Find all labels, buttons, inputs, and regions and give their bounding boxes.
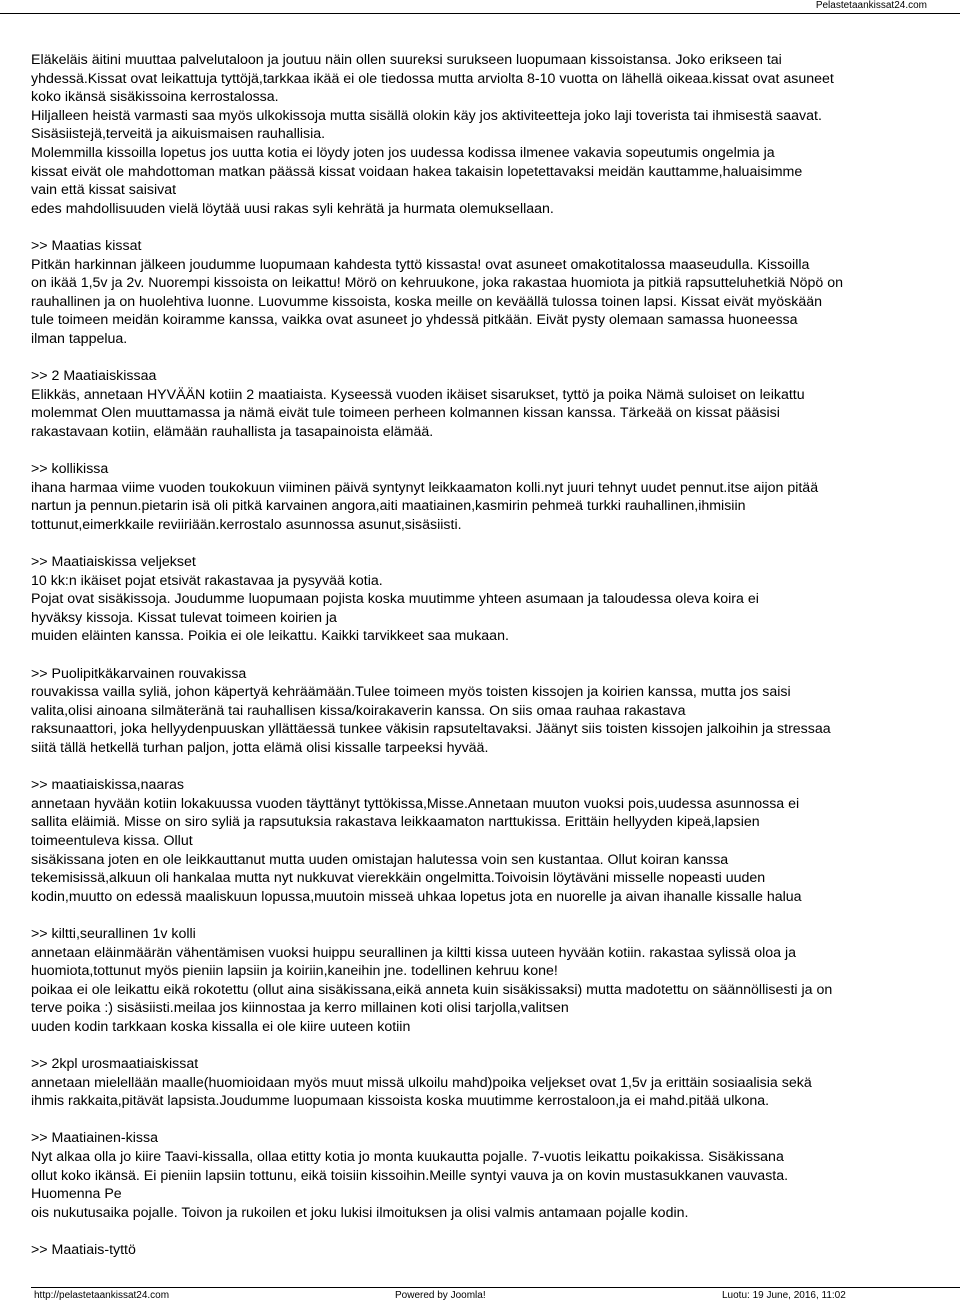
text-line: Hiljalleen heistä varmasti saa myös ulkokissoja mutta sisällä olokin käy jos aktiviteetteja joko laji toverista tai ihmisestä saavat.: [31, 107, 822, 124]
article-body: [31, 51, 960, 1260]
text-line: rouvakissa vailla syliä, johon käpertyä kehräämään.Tulee toimeen myös toisten kissojen ja koirien kanssa, mutta jos saisi: [31, 684, 791, 701]
ad-heading: >> Maatiaiskissa veljekset: [31, 554, 196, 571]
text-line: sisäkissana joten en ole leikkauttanut mutta uuden omistajan halutessa voin sen kustantaa. Ollut koiran kanssa: [31, 851, 729, 868]
text-line: Pojat ovat sisäkissoja. Joudumme luopumaan pojista koska muutimme yhteen asumaan ja taloudessa oleva koira ei: [31, 591, 759, 608]
text-line: 10 kk:n ikäiset pojat etsivät rakastavaa ja pysyvää kotia.: [31, 572, 383, 589]
text-line: yhdessä.Kissat ovat leikattuja tyttöjä,tarkkaa ikää ei ole tiedossa mutta arviolta 8-10 vuotta on lähellä oikeaa.kissat ovat asuneet: [31, 70, 834, 87]
text-line: edes mahdollisuuden vielä löytää uusi rakas syli kehrätä ja hurmata olemuksellaan.: [31, 200, 554, 217]
text-line: sallita eläimiä. Misse on siro syliä ja rapsutuksia rakastava leikkaamaton narttukissa. Erittäin hellyyden kipeä,lapsien: [31, 814, 760, 831]
text-line: rakastavaan kotiin, elämään rauhallista ja tasapainoista elämää.: [31, 423, 434, 440]
footer-powered-by: Powered by Joomla!: [395, 1290, 486, 1301]
text-line: on ikää 1,5v ja 2v. Nuorempi kissoista on leikattu! Mörö on kehruukone, joka rakastaa huomiota ja pitkiä rapsutteluhetkiä Nöpö on: [31, 275, 844, 292]
text-line: kodin,muutto on edessä maaliskuun lopussa,muutoin misseä uhkaa lopetus jota en nuorelle ja aivan ihanalle kissalle halua: [31, 888, 802, 905]
text-line: Molemmilla kissoilla lopetus jos uutta kotia ei löydy joten jos uudessa kodissa ilmenee vakavia sopeutumis ongelmia ja: [31, 144, 775, 161]
text-line: toimeentuleva kissa. Ollut: [31, 832, 193, 849]
footer-divider: [31, 1287, 960, 1288]
text-line: annetaan eläinmäärän vähentämisen vuoksi huippu seurallinen ja kiltti kissa uuteen hyvään kotiin. rakastaa sylissä oloa ja: [31, 944, 797, 961]
text-line: Eläkeläis äitini muuttaa palvelutaloon ja joutuu näin ollen suureksi surukseen luopumaan kissoistansa. Joko erikseen tai: [31, 52, 782, 68]
text-line: Huomenna Pe: [31, 1186, 122, 1203]
ad-heading: >> maatiaiskissa,naaras: [31, 777, 184, 794]
ad-heading: >> Puolipitkäkarvainen rouvakissa: [31, 665, 247, 682]
ad-heading: >> kiltti,seurallinen 1v kolli: [31, 925, 196, 942]
text-line: kissat eivät ole mahdottoman matkan päässä kissat voidaan hakea takaisin lopetettavaksi meidän kauttamme,haluaisimme: [31, 163, 803, 180]
page-header: [0, 0, 960, 14]
text-line: muiden eläinten kanssa. Poikia ei ole leikattu. Kaikki tarvikkeet saa mukaan.: [31, 628, 509, 645]
text-line: hyväksy kissoja. Kissat tulevat toimeen koirien ja: [31, 609, 337, 626]
ad-heading: >> kollikissa: [31, 461, 109, 478]
text-line: koko ikänsä sisäkissoina kerrostalossa.: [31, 89, 279, 106]
site-name: Pelastetaankissat24.com: [815, 0, 927, 11]
text-line: vain että kissat saisivat: [31, 182, 177, 199]
ad-heading: >> Maatiainen-kissa: [31, 1130, 158, 1147]
text-line: annetaan mielellään maalle(huomioidaan myös muut missä ulkoilu mahd)poika veljekset ovat 1,5v ja erittäin sosiaalisia sekä: [31, 1074, 812, 1091]
text-line: Pitkän harkinnan jälkeen joudumme luopumaan kahdesta tyttö kissasta! ovat asuneet omakotitalossa maaseudulla. Kissoilla: [31, 256, 810, 273]
footer-created-date: Luotu: 19 June, 2016, 11:02: [722, 1290, 846, 1301]
text-line: huomiota,tottunut myös pieniin lapsiin ja koiriin,kaneihin jne. todellinen kehruu kone!: [31, 963, 558, 980]
text-line: tule toimeen meidän koiramme kanssa, vaikka ovat asuneet jo yhdessä pitkään. Eivät pysty olemaan samassa huoneessa: [31, 312, 798, 329]
footer-url[interactable]: http://pelastetaankissat24.com: [34, 1290, 170, 1301]
text-line: ihmis rakkaita,pitävät lapsista.Joudumme luopumaan kissoista koska muutimme kerrostaloon,ja ei mahd.pitää ulkona.: [31, 1093, 770, 1110]
text-line: terve poika :) sisäsiisti.meilaa jos kiinnostaa ja kerro millainen koti olisi tarjolla,valitsen: [31, 1000, 569, 1017]
text-line: siitä tällä hetkellä turhan paljon, jotta elämä olisi kissalle tarpeeksi hyvää.: [31, 739, 489, 756]
text-line: rauhallinen ja on huolehtiva luonne. Luovumme kissoista, koska meille on keväällä tulossa toinen lapsi. Kissat eivät myöskään: [31, 293, 823, 310]
text-line: ollut koko ikänsä. Ei pieniin lapsiin tottunu, eikä toisiin kissoihin.Meille syntyi vauva ja on kovin mustasukkanen vauvasta.: [31, 1167, 789, 1184]
ad-heading: >> Maatiais-tyttö: [31, 1242, 136, 1258]
header-divider: [0, 13, 960, 14]
text-line: Elikkäs, annetaan HYVÄÄN kotiin 2 maatiaista. Kyseessä vuoden ikäiset sisarukset, tyttö ja poika Nämä suloiset on leikattu: [31, 386, 805, 403]
text-line: nartun ja pennun.pietarin isä oli pitkä karvainen angora,aiti maatiainen,kasmirin pehmeä turkki rauhallinen,ihmisiin: [31, 498, 746, 515]
text-line: tekemisissä,alkuun oli hankalaa mutta nyt nukkuvat vierekkäin ongelmitta.Toivoisin löytäväni misselle nopeasti uuden: [31, 870, 766, 887]
text-line: poikaa ei ole leikattu eikä rokotettu (ollut aina sisäkissana,eikä anneta kuin sisäkissaksi) mutta madotettu on säännöllisesti ja on: [31, 981, 833, 998]
page-footer: [0, 1287, 960, 1303]
text-line: uuden kodin tarkkaan koska kissalla ei ole kiire uuteen kotiin: [31, 1018, 411, 1035]
text-line: raksunaattori, joka hellyydenpuuskan yllättäessä tunkee väkisin rapsuteltavaksi. Jäänyt siis toisten kissojen jalkoihin ja stressaa: [31, 721, 831, 738]
text-line: molemmat Olen muuttamassa ja nämä eivät tule toimeen perheen kolmannen kissan kanssa. Tärkeää on kissat pääsisi: [31, 405, 780, 422]
text-line: Nyt alkaa olla jo kiire Taavi-kissalla, ollaa etitty kotia jo monta kuukautta pojalle. 7-vuotis leikattu poikakissa. Sisäkissana: [31, 1149, 784, 1166]
ad-heading: >> Maatias kissat: [31, 237, 142, 254]
text-line: annetaan hyvään kotiin lokakuussa vuoden täyttänyt tyttökissa,Misse.Annetaan muuton vuoksi pois,uudessa asunnossa ei: [31, 795, 800, 812]
text-line: ois nukutusaika pojalle. Toivon ja rukoilen et joku lukisi ilmoituksen ja olisi valmis antamaan pojalle kodin.: [31, 1204, 689, 1221]
ad-heading: >> 2kpl urosmaatiaiskissat: [31, 1056, 199, 1073]
text-line: tottunut,eimerkkaile reviiriään.kerrostalo asunnossa asunut,sisäsiisti.: [31, 516, 462, 533]
text-line: ihana harmaa viime vuoden toukokuun viiminen päivä syntynyt leikkaamaton kolli.nyt juuri tehnyt uudet pennut.itse aijon pitää: [31, 479, 819, 496]
ad-heading: >> 2 Maatiaiskissaa: [31, 368, 157, 385]
text-line: ilman tappelua.: [31, 330, 128, 347]
text-line: Sisäsiistejä,terveitä ja aikuismaisen rauhallisia.: [31, 126, 326, 143]
text-line: valita,olisi ainoana silmäteränä tai rauhallisen kissa/koirakaverin kanssa. On siis omaa rauhaa rakastava: [31, 702, 686, 719]
